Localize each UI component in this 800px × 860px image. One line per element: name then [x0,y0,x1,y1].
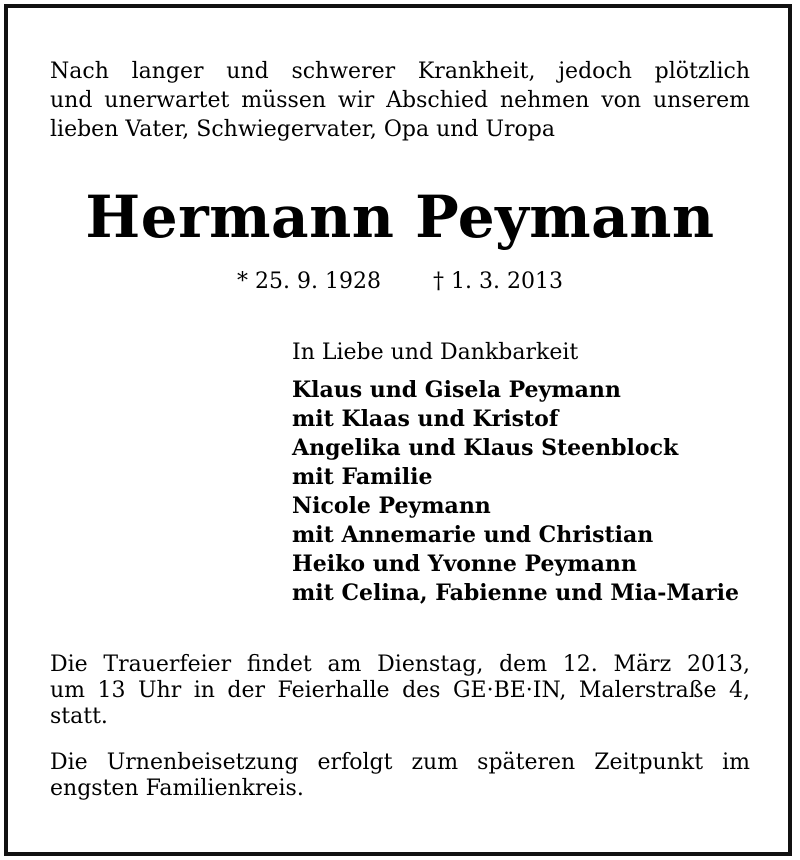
death-date: † 1. 3. 2013 [433,269,563,294]
intro-line: lieben Vater, Schwiegervater, Opa und Uropa [50,117,555,142]
mourner-line: mit Annemarie und Christian [292,522,654,548]
deceased-name: Hermann Peymann [85,183,715,251]
mourner-line: Klaus und Gisela Peymann [292,377,621,403]
life-dates [0,268,800,296]
greeting: In Liebe und Dankbarkeit [292,340,579,365]
mourner-line: mit Celina, Fabienne und Mia-Marie [292,580,739,606]
intro-line: Nach langer und schwerer Krankheit, jedoch plötzlich [50,59,750,84]
urn-line: Die Urnenbeisetzung erfolgt zum späteren Zeitpunkt im [50,750,750,775]
funeral-line: statt. [50,704,108,729]
mourner-line: Nicole Peymann [292,493,491,519]
urn-line: engsten Familienkreis. [50,776,304,801]
intro-text [50,57,750,144]
funeral-line: Die Trauerfeier findet am Dienstag, dem 12. März 2013, [50,652,750,677]
funeral-line: um 13 Uhr in der Feierhalle des GE·BE·IN, Malerstraße 4, [50,678,750,703]
birth-date: * 25. 9. 1928 [237,269,381,294]
mourner-line: Angelika und Klaus Steenblock [292,435,679,461]
mourner-line: mit Klaas und Kristof [292,406,559,432]
intro-line: und unerwartet müssen wir Abschied nehmen von unserem [50,88,750,113]
funeral-info [50,652,750,730]
mourner-line: mit Familie [292,464,433,490]
mourner-line: Heiko und Yvonne Peymann [292,551,637,577]
urn-info [50,750,750,802]
mourners-block [292,338,739,608]
